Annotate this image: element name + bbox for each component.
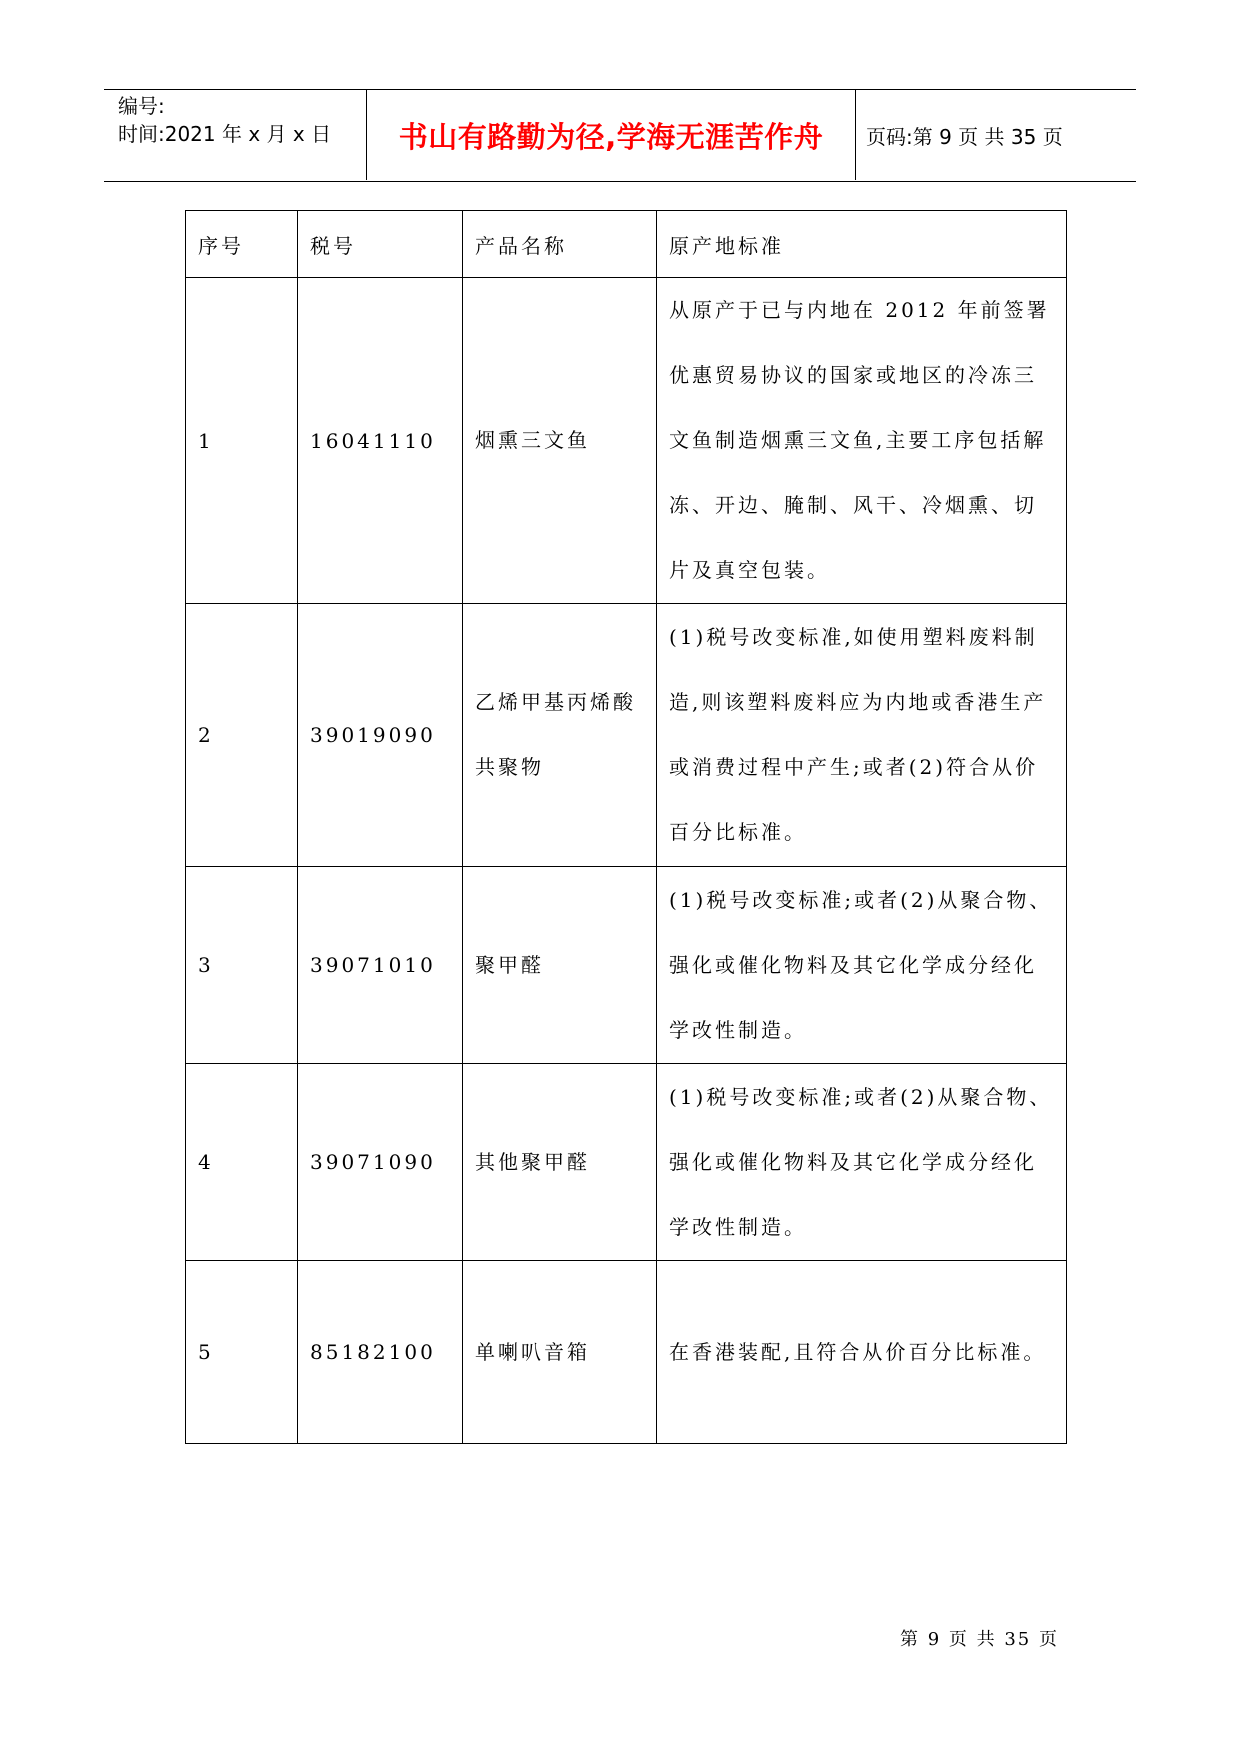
row-product-name: 其他聚甲醛 <box>463 1064 657 1261</box>
page-footer: 第 9 页 共 35 页 <box>900 1629 1059 1650</box>
header-motto: 书山有路勤为径,学海无涯苦作舟 <box>366 90 856 180</box>
table-row <box>186 867 1067 1064</box>
table-row <box>186 1261 1067 1444</box>
table-row <box>186 278 1067 604</box>
row-index: 5 <box>186 1261 298 1444</box>
row-index: 3 <box>186 867 298 1064</box>
row-origin-standard: 从原产于已与内地在 2012 年前签署优惠贸易协议的国家或地区的冷冻三文鱼制造烟熏三文鱼,主要工序包括解冻、开边、腌制、风干、冷烟熏、切片及真空包装。 <box>657 278 1067 604</box>
row-product-name: 烟熏三文鱼 <box>463 278 657 604</box>
document-number-label: 编号: <box>118 94 165 118</box>
header-meta <box>118 92 368 148</box>
row-tax-code: 39071090 <box>298 1064 463 1261</box>
row-origin-standard: (1)税号改变标准,如使用塑料废料制造,则该塑料废料应为内地或香港生产或消费过程中产生;或者(2)符合从价百分比标准。 <box>657 604 1067 867</box>
origin-standard-table <box>185 210 1067 1444</box>
page-header <box>104 89 1136 182</box>
table-row <box>186 1064 1067 1261</box>
document-time-label: 时间:2021 年 x 月 x 日 <box>118 122 332 146</box>
row-tax-code: 39019090 <box>298 604 463 867</box>
header-page-info: 页码:第 9 页 共 35 页 <box>866 124 1063 149</box>
column-header-tax-code: 税号 <box>298 211 463 278</box>
column-header-product-name: 产品名称 <box>463 211 657 278</box>
row-product-name: 乙烯甲基丙烯酸共聚物 <box>463 604 657 867</box>
row-tax-code: 85182100 <box>298 1261 463 1444</box>
table-header-row <box>186 211 1067 278</box>
row-origin-standard: (1)税号改变标准;或者(2)从聚合物、强化或催化物料及其它化学成分经化学改性制造。 <box>657 867 1067 1064</box>
row-product-name: 聚甲醛 <box>463 867 657 1064</box>
row-index: 2 <box>186 604 298 867</box>
column-header-origin-standard: 原产地标准 <box>657 211 1067 278</box>
row-product-name: 单喇叭音箱 <box>463 1261 657 1444</box>
row-origin-standard: (1)税号改变标准;或者(2)从聚合物、强化或催化物料及其它化学成分经化学改性制造。 <box>657 1064 1067 1261</box>
row-index: 1 <box>186 278 298 604</box>
row-index: 4 <box>186 1064 298 1261</box>
row-tax-code: 39071010 <box>298 867 463 1064</box>
column-header-index: 序号 <box>186 211 298 278</box>
row-origin-standard: 在香港装配,且符合从价百分比标准。 <box>657 1261 1067 1444</box>
table-row <box>186 604 1067 867</box>
row-tax-code: 16041110 <box>298 278 463 604</box>
